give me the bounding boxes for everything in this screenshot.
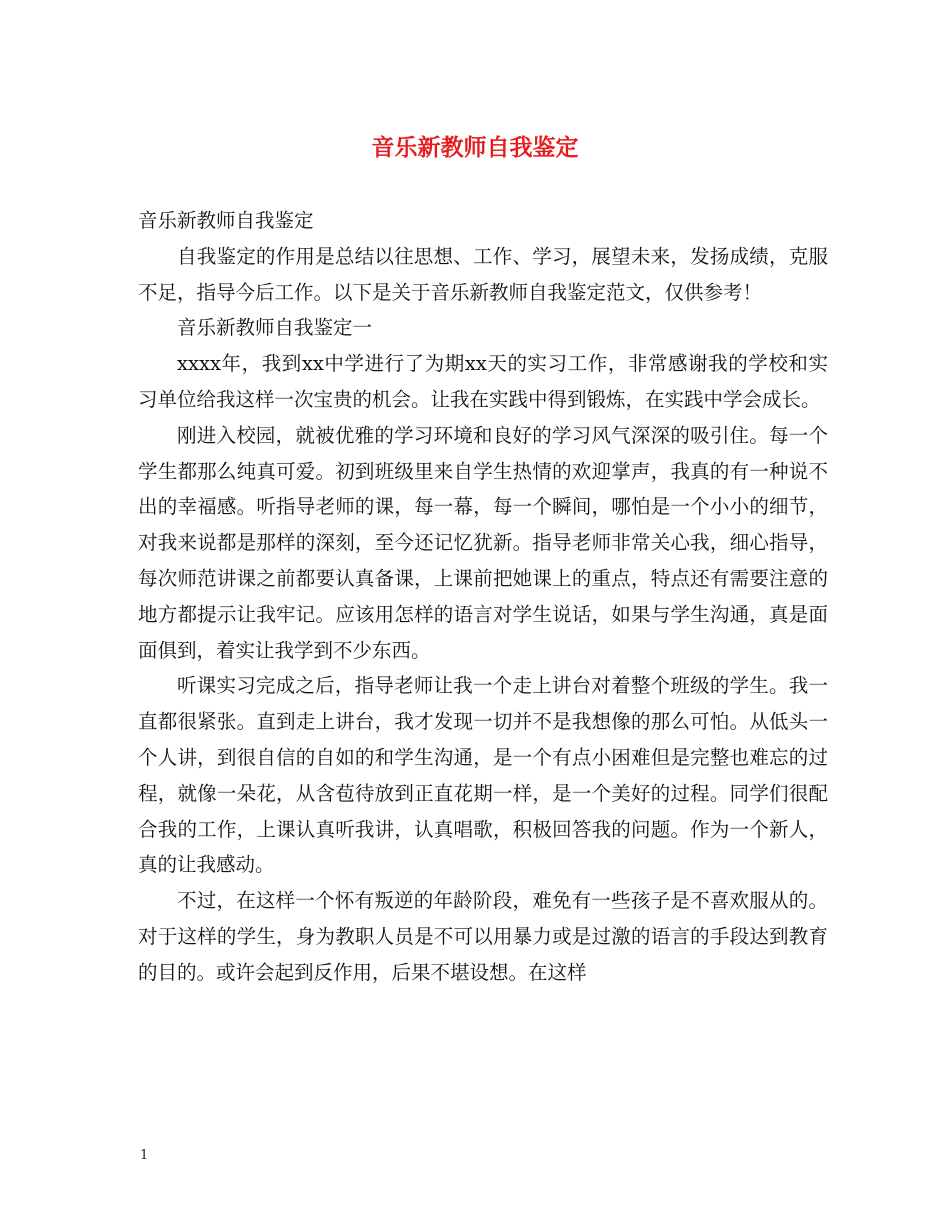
section-heading: 音乐新教师自我鉴定一 (177, 316, 373, 340)
document-title: 音乐新教师自我鉴定 (371, 134, 579, 161)
body-paragraph: 自我鉴定的作用是总结以往思想、工作、学习，展望未来，发扬成绩，克服不足，指导今后工作。以下是关于音乐新教师自我鉴定范文，仅供参考！ (138, 244, 828, 304)
document-body (138, 203, 828, 991)
body-paragraph: 听课实习完成之后，指导老师让我一个走上讲台对着整个班级的学生。我一直都很紧张。直到走上讲台，我才发现一切并不是我想像的那么可怕。从低头一个人讲，到很自信的自如的和学生沟通，是一个有点小困难但是完整也难忘的过程，就像一朵花，从含苞待放到正直花期一样，是一个美好的过程。同学们很配合我的工作，上课认真听我讲，认真唱歌，积极回答我的问题。作为一个新人，真的让我感动。 (138, 674, 828, 877)
page-number: 1 (140, 1148, 149, 1163)
body-heading: 音乐新教师自我鉴定 (138, 209, 314, 232)
body-paragraph: 不过，在这样一个怀有叛逆的年龄阶段，难免有一些孩子是不喜欢服从的。对于这样的学生，身为教职人员是不可以用暴力或是过激的语言的手段达到教育的目的。或许会起到反作用，后果不堪设想。在这样 (138, 889, 828, 984)
body-paragraph: 刚进入校园，就被优雅的学习环境和良好的学习风气深深的吸引住。每一个学生都那么纯真可爱。初到班级里来自学生热情的欢迎掌声，我真的有一种说不出的幸福感。听指导老师的课，每一幕，每一个瞬间，哪怕是一个小小的细节，对我来说都是那样的深刻，至今还记忆犹新。指导老师非常关心我，细心指导，每次师范讲课之前都要认真备课，上课前把她课上的重点，特点还有需要注意的地方都提示让我牢记。应该用怎样的语言对学生说话，如果与学生沟通，真是面面俱到，着实让我学到不少东西。 (138, 423, 828, 662)
body-paragraph: xxxx年，我到xx中学进行了为期xx天的实习工作，非常感谢我的学校和实习单位给我这样一次宝贵的机会。让我在实践中得到锻炼，在实践中学会成长。 (138, 352, 828, 411)
